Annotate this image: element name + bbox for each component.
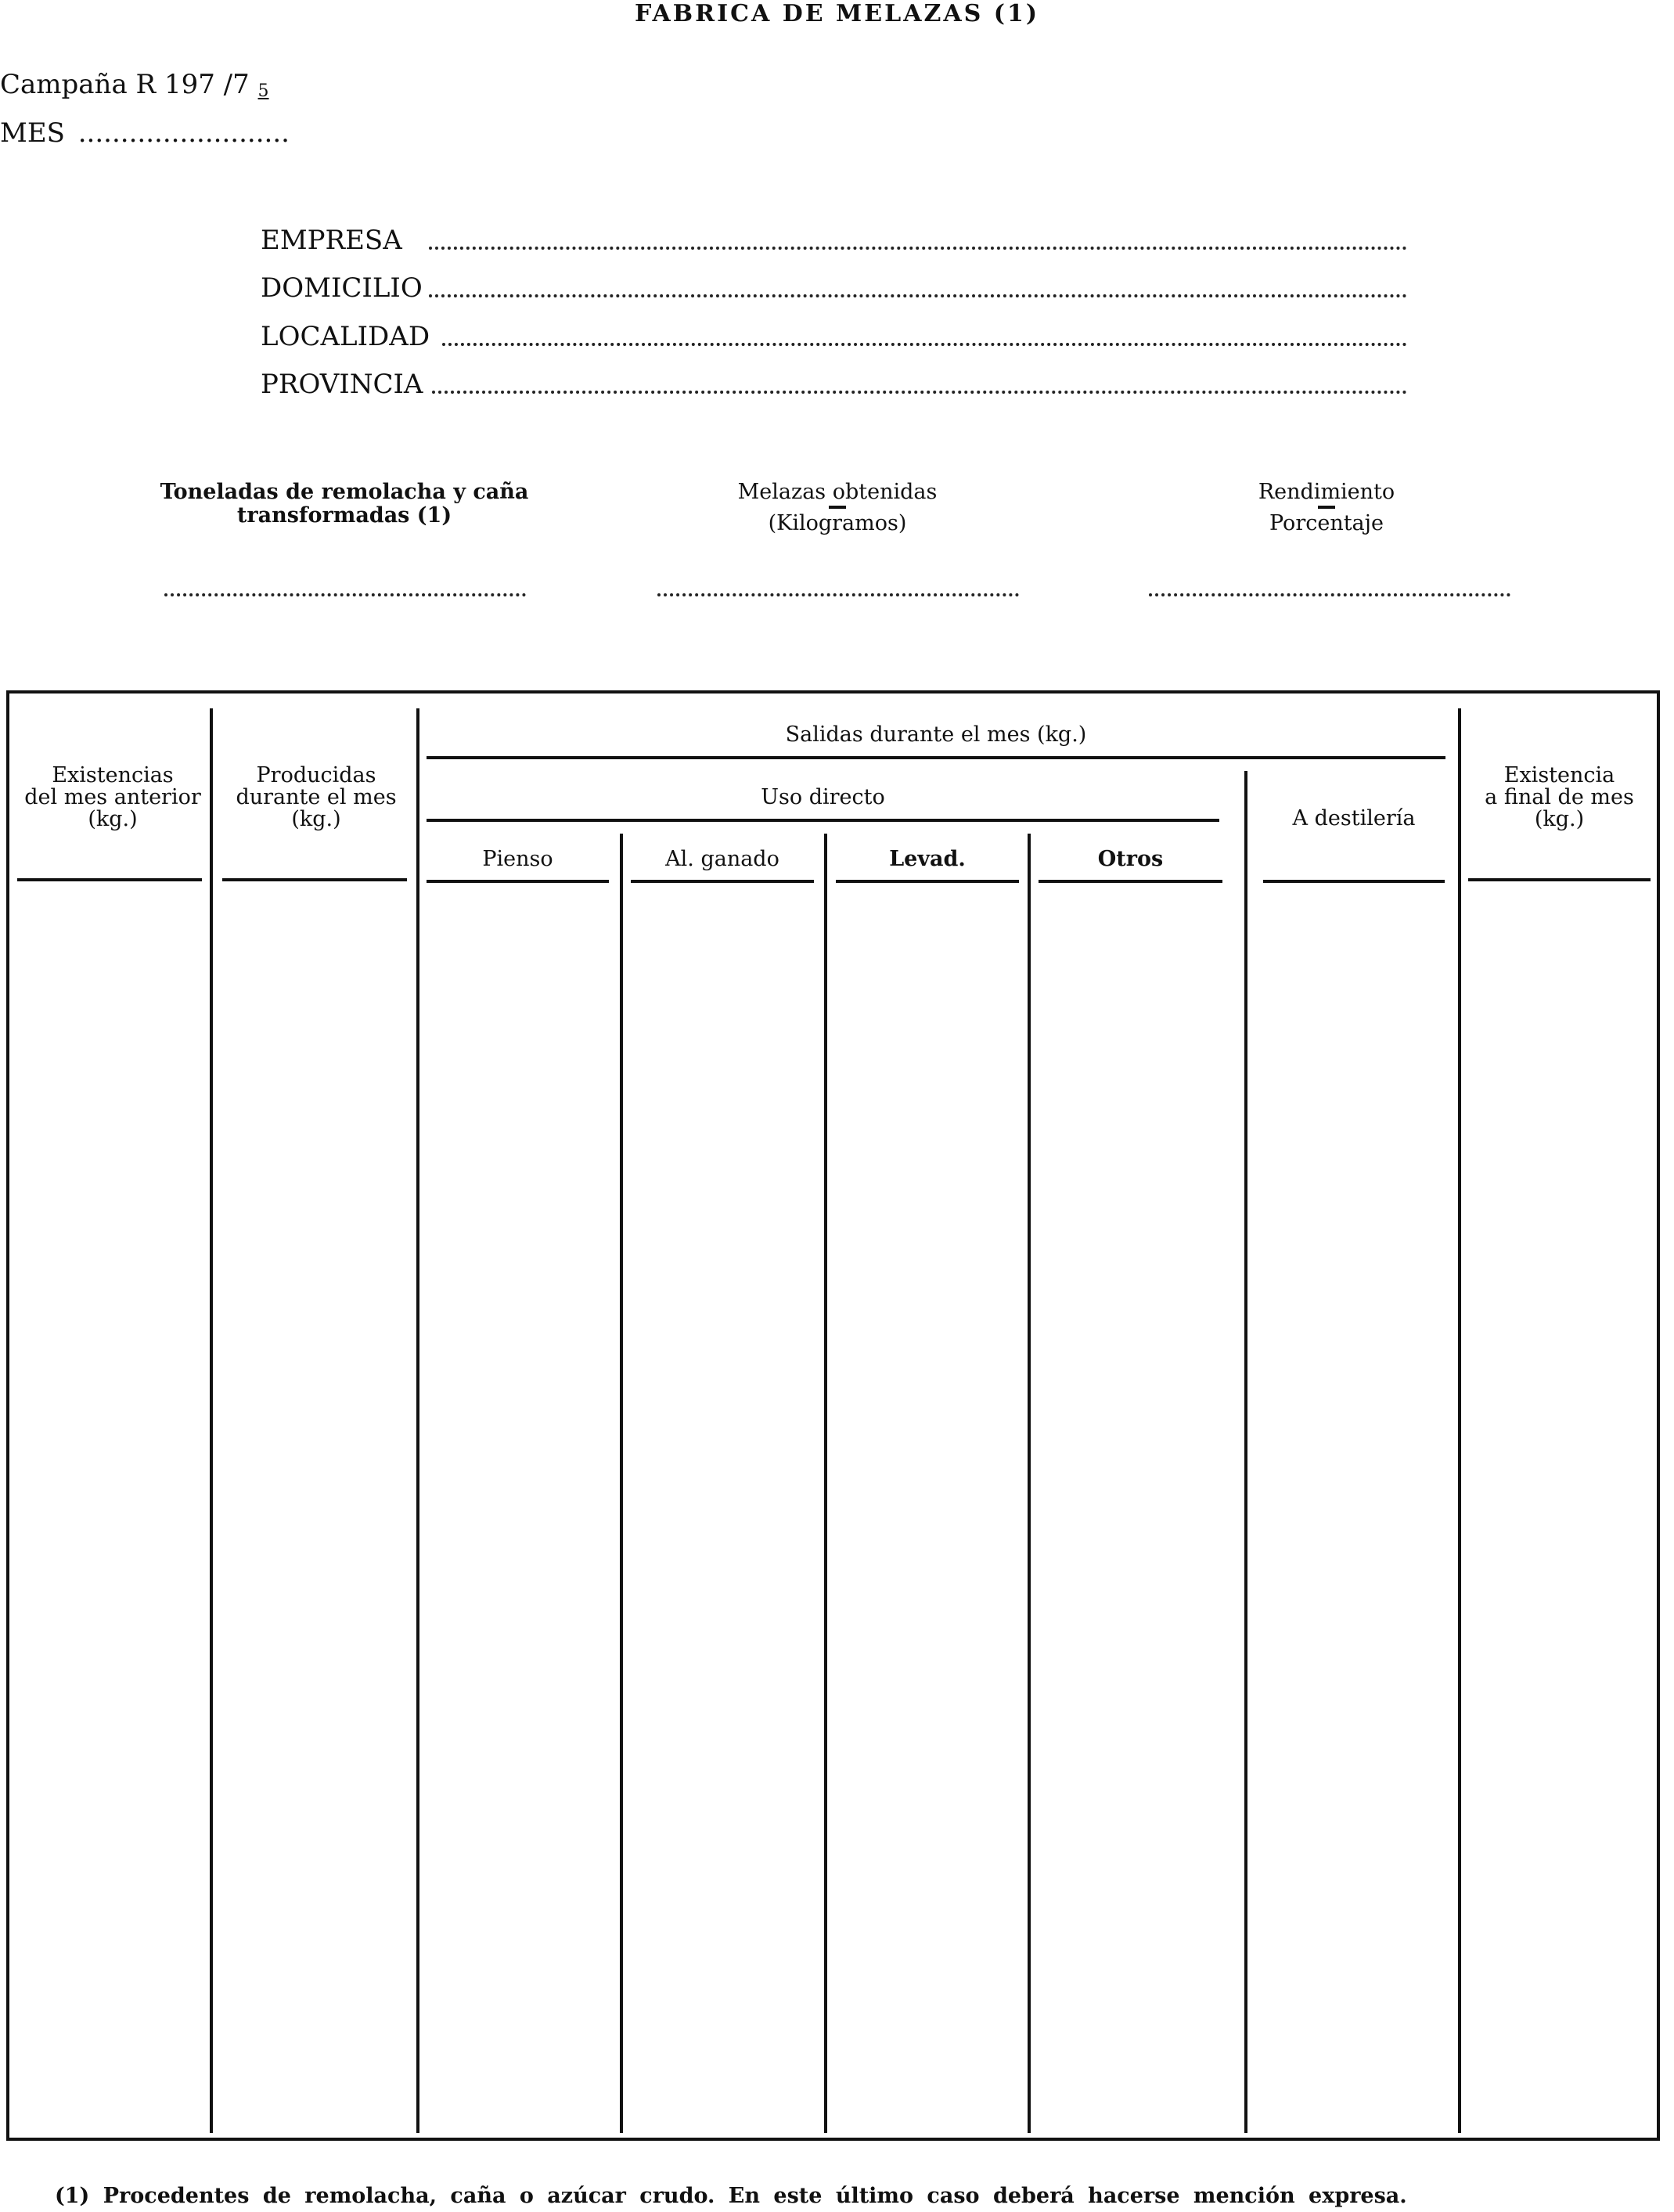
field-label: EMPRESA (261, 225, 402, 256)
header-levad: Levad. (889, 847, 966, 871)
header-underline-levad (836, 880, 1019, 883)
summary-yield-dots[interactable] (1149, 593, 1510, 596)
field-label: PROVINCIA (261, 369, 423, 400)
header-existencia-final-l1: Existencia (1503, 763, 1615, 787)
campaign-suffix: 5 (257, 81, 269, 101)
header-underline-otros (1039, 880, 1222, 883)
field-empresa (261, 225, 402, 256)
header-salidas: Salidas durante el mes (kg.) (785, 722, 1087, 747)
document-title: FABRICA DE MELAZAS (1) (634, 0, 1040, 27)
col-divider-2 (416, 708, 419, 2133)
field-domicilio-dots[interactable] (429, 294, 1407, 297)
summary-molasses-line2: (Kilogramos) (768, 511, 907, 535)
header-producidas (218, 765, 415, 830)
header-underline-col2 (222, 878, 407, 881)
field-empresa-dots[interactable] (429, 247, 1407, 250)
header-existencia-final (1463, 765, 1655, 830)
month-dots: ......................... (77, 117, 290, 149)
header-destileria: A destilería (1292, 806, 1416, 830)
header-pienso: Pienso (482, 847, 553, 871)
header-existencias-prev (16, 765, 210, 830)
header-existencias-prev-l3: (kg.) (88, 807, 138, 831)
cell-otros[interactable] (1032, 884, 1243, 2129)
header-existencia-final-l3: (kg.) (1534, 807, 1585, 831)
header-underline-pienso (427, 880, 609, 883)
header-underline-destileria (1263, 880, 1445, 883)
header-producidas-l1: Producidas (256, 763, 376, 787)
field-label: LOCALIDAD (261, 321, 430, 352)
header-producidas-l2: durante el mes (236, 785, 397, 809)
field-provincia (261, 369, 423, 400)
cell-producidas[interactable] (214, 884, 415, 2129)
cell-existencia-final[interactable] (1463, 884, 1655, 2129)
salidas-underline (427, 756, 1445, 759)
summary-yield-line2: Porcentaje (1269, 511, 1384, 535)
summary-molasses (657, 481, 1017, 535)
summary-yield-line1: Rendimiento (1258, 480, 1395, 504)
header-underline-alganado (631, 880, 814, 883)
field-localidad (261, 321, 430, 352)
header-producidas-l3: (kg.) (291, 807, 341, 831)
uso-directo-underline (427, 819, 1219, 822)
summary-tons-line1: Toneladas de remolacha y caña (160, 480, 529, 504)
col-divider-5 (1028, 834, 1031, 2133)
cell-pienso[interactable] (421, 884, 618, 2129)
header-existencias-prev-l1: Existencias (52, 763, 174, 787)
header-underline-final (1468, 878, 1651, 881)
cell-al-ganado[interactable] (625, 884, 823, 2129)
summary-molasses-line1: Melazas obtenidas (737, 480, 938, 504)
summary-yield-dash (1318, 506, 1335, 509)
cell-levad[interactable] (829, 884, 1026, 2129)
summary-tons-line2: transformadas (1) (236, 503, 452, 528)
header-otros: Otros (1097, 847, 1164, 871)
col-divider-3 (620, 834, 623, 2133)
col-divider-4 (824, 834, 827, 2133)
header-underline-col1 (17, 878, 202, 881)
summary-molasses-dash (829, 506, 846, 509)
summary-tons-dots[interactable] (164, 593, 526, 596)
col-divider-6 (1244, 771, 1247, 2133)
field-label: DOMICILIO (261, 272, 423, 304)
col-divider-7 (1458, 708, 1461, 2133)
cell-destileria[interactable] (1249, 884, 1456, 2129)
header-existencias-prev-l2: del mes anterior (24, 785, 201, 809)
summary-molasses-dots[interactable] (657, 593, 1019, 596)
cell-existencias-prev[interactable] (17, 884, 208, 2129)
field-provincia-dots[interactable] (432, 391, 1407, 394)
footnote: (1) Procedentes de remolacha, caña o azúcar crudo. En este último caso deberá hacerse mención expresa. (55, 2184, 1407, 2208)
summary-tons (149, 481, 540, 528)
field-localidad-dots[interactable] (442, 343, 1407, 346)
month-label: MES (0, 117, 65, 149)
campaign-line (0, 69, 269, 101)
summary-yield (1147, 481, 1507, 535)
field-domicilio (261, 272, 423, 304)
col-divider-1 (210, 708, 213, 2133)
header-uso-directo: Uso directo (761, 785, 885, 809)
month-line (0, 117, 290, 149)
header-existencia-final-l2: a final de mes (1485, 785, 1634, 809)
campaign-label: Campaña R 197 /7 (0, 69, 250, 100)
header-al-ganado: Al. ganado (665, 847, 779, 871)
